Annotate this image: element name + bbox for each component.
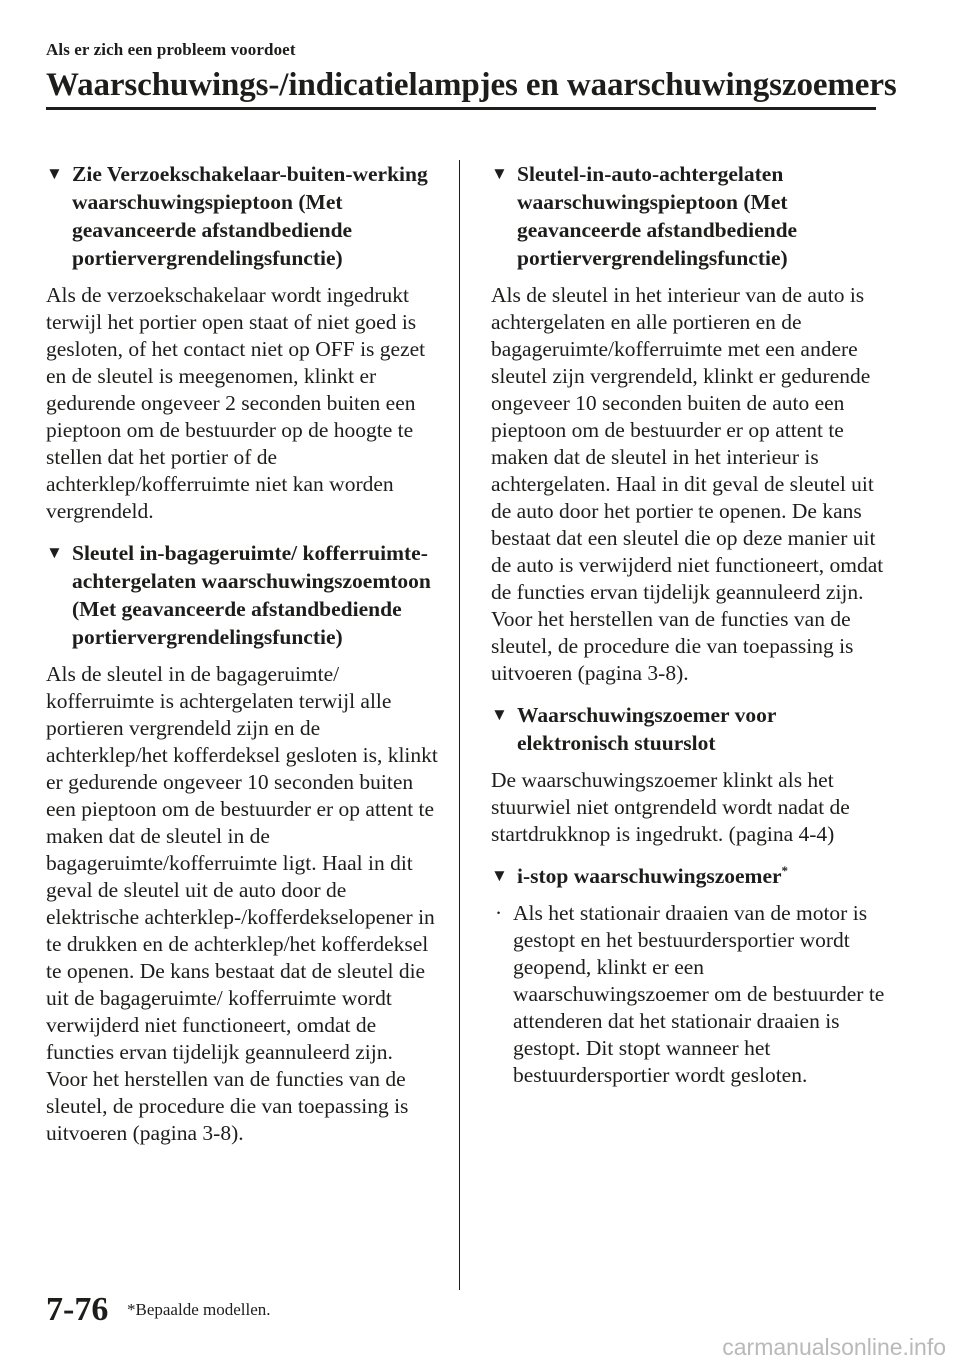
section-heading: Zie Verzoekschakelaar-buiten-werking waarschuwingspieptoon (Met geavanceerde afstandbediende portiervergrendelingsfunctie) [72, 162, 428, 270]
section-body: De waarschuwingszoemer klinkt als het stuurwiel niet ontgrendeld wordt nadat de startdrukknop is ingedrukt. (pagina 4-4) [491, 768, 850, 846]
page-header [46, 40, 897, 106]
section-body: Als de sleutel in de bagageruimte/ kofferruimte is achtergelaten terwijl alle portieren vergrendeld zijn en de achterklep/het kofferdeksel gesloten is, klinkt er gedurende ongeveer 10 seconden buiten een pieptoon om de bestuurder er op attent te maken dat de sleutel in de bagageruimte/kofferruimte ligt. Haal in dit geval de sleutel uit de auto door de elektrische achterklep-/kofferdekselopener in te drukken en de achterklep/het kofferdeksel te openen. De kans bestaat dat de sleutel die uit de bagageruimte/ kofferruimte wordt verwijderd niet functioneert, omdat de functies ervan tijdelijk geannuleerd zijn. Voor het herstellen van de functies van de sleutel, de procedure die van toepassing is uitvoeren (pagina 3-8). [46, 662, 438, 1145]
section-body: Als de verzoekschakelaar wordt ingedrukt terwijl het portier open staat of niet goed is gesloten, of het contact niet op OFF is gezet en de sleutel is meegenomen, klinkt er gedurende ongeveer 2 seconden buiten een pieptoon om de bestuurder op de hoogte te stellen dat het portier of de achterklep/kofferruimte niet kan worden vergrendeld. [46, 283, 426, 523]
section-heading: Waarschuwingszoemer voor elektronisch stuurslot [517, 703, 776, 755]
bullet-dot-icon: · [495, 901, 503, 925]
triangle-marker-icon: ▼ [491, 866, 508, 885]
triangle-marker-icon: ▼ [491, 164, 508, 183]
section-heading: i-stop waarschuwingszoemer [517, 864, 782, 888]
section-request-switch [46, 160, 438, 525]
page-title: Waarschuwings-/indicatielampjes en waarschuwingszoemers [46, 67, 897, 103]
triangle-marker-icon: ▼ [46, 164, 63, 183]
triangle-marker-icon: ▼ [46, 543, 63, 562]
footnote-marker: * [781, 862, 789, 878]
column-divider [459, 160, 460, 1290]
section-key-in-car [491, 160, 889, 687]
section-label: Als er zich een probleem voordoet [46, 40, 296, 59]
right-column [491, 160, 889, 1103]
header-rule [46, 107, 876, 110]
section-steering-lock [491, 701, 889, 848]
section-body: Als de sleutel in het interieur van de auto is achtergelaten en alle portieren en de bagageruimte/kofferruimte met een andere sleutel zijn vergrendeld, klinkt er gedurende ongeveer 10 seconden buiten de auto een pieptoon om de bestuurder er op attent te maken dat de sleutel in het interieur is achtergelaten. Haal in dit geval de sleutel uit de auto door het portier te openen. De kans bestaat dat een sleutel die op deze manier uit de auto is verwijderd niet functioneert, omdat de functies ervan tijdelijk geannuleerd zijn. Voor het herstellen van de functies van de sleutel, de procedure die van toepassing is uitvoeren (pagina 3-8). [491, 283, 884, 685]
bullet-text: Als het stationair draaien van de motor is gestopt en het bestuurdersportier wordt geopend, klinkt er een waarschuwingszoemer om de bestuurder te attenderen dat het stationair draaien is gestopt. Dit stopt wanneer het bestuurdersportier wordt gesloten. [513, 901, 885, 1087]
section-key-in-trunk [46, 539, 438, 1147]
left-column [46, 160, 438, 1161]
list-item [491, 900, 889, 1089]
section-heading: Sleutel in-bagageruimte/ kofferruimte-achtergelaten waarschuwingszoemtoon (Met geavanceerde afstandbediende portiervergrendelingsfunctie) [72, 541, 431, 649]
section-i-stop [491, 862, 889, 1089]
triangle-marker-icon: ▼ [491, 705, 508, 724]
footnote: *Bepaalde modellen. [127, 1300, 271, 1319]
section-heading: Sleutel-in-auto-achtergelaten waarschuwingspieptoon (Met geavanceerde afstandbediende portiervergrendelingsfunctie) [517, 162, 798, 270]
page-number: 7-76 [46, 1291, 109, 1328]
watermark: carmanualsonline.info [722, 1334, 946, 1360]
